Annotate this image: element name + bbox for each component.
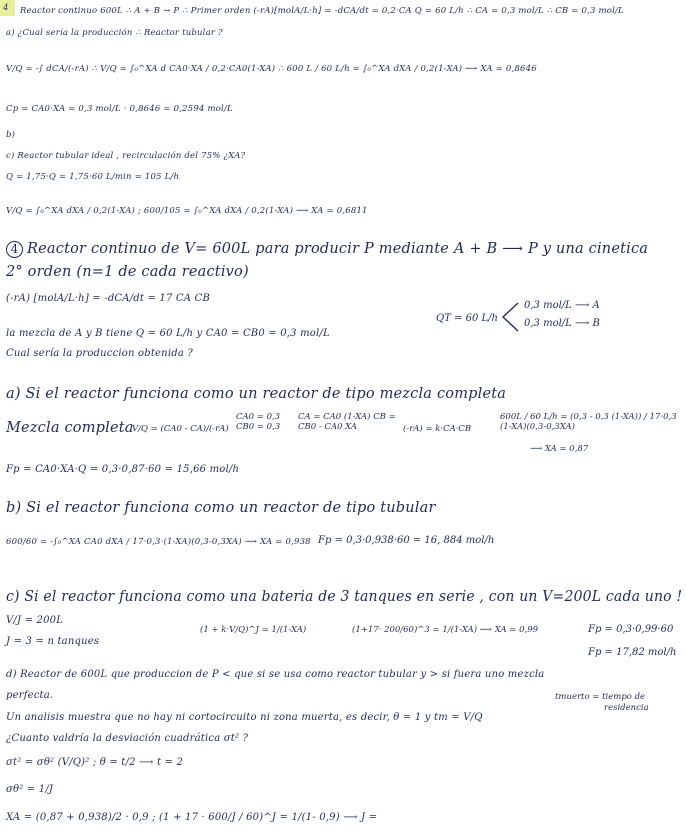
problem4-title-line1 <box>6 241 648 258</box>
qd-line4: ¿Cuanto valdría la desviación cuadrática σt² ? <box>6 733 249 744</box>
problem3-question-b: b) <box>6 130 16 140</box>
qt-label: QT = 60 L/h <box>436 313 498 324</box>
qd-eq2: σθ² = 1/J <box>6 784 54 795</box>
qc-eq1: (1 + k·V/Q)^J = 1/(1-XA) <box>200 625 307 635</box>
qd-note1: tmuerto = tiempo de <box>555 692 646 702</box>
problem3-header: Reactor continuo 600L ∴ A + B → P ∴ Primer orden (-rA)[molA/L·h] = -dCA/dt = 0,2·CA Q = 60 L/h ∴ CA = 0,3 mol/L ∴ CB = 0,3 mol/L <box>20 6 624 16</box>
qa-eq2: CA0 = 0,3 CB0 = 0,3 <box>236 412 281 432</box>
qc-line2: J = 3 = n tanques <box>6 636 100 647</box>
problem4-question-b: b) Si el reactor funciona como un reactor de tipo tubular <box>6 500 436 516</box>
qd-line2: perfecta. <box>6 690 54 701</box>
qd-eq1: σt² = σθ² (V/Q)² ; θ = t/2 ⟶ t = 2 <box>6 757 184 768</box>
problem3-cp: Cp = CA0·XA = 0,3 mol/L · 0,8646 = 0,2594 mol/L <box>6 104 233 114</box>
qa-eq3: CA = CA0 (1-XA) CB = CB0 - CA0 XA <box>298 412 396 432</box>
qd-line1: d) Reactor de 600L que produccion de P < que si se usa como reactor tubular y > si fuera uno mezcla <box>6 669 545 680</box>
problem4-title-line2: 2° orden (n=1 de cada reactivo) <box>6 264 249 280</box>
problem4-question-a: a) Si el reactor funciona como un reactor de tipo mezcla completa <box>6 386 507 402</box>
qa-eq4: (-rA) = k·CA·CB <box>403 424 472 434</box>
qa-eq5: 600L / 60 L/h = (0,3 - 0,3 (1-XA)) / 17·0,3 (1-XA)(0,3-0,3XA) <box>500 412 677 432</box>
problem4-question-c: c) Si el reactor funciona como una bateria de 3 tanques en serie , con un V=200L cada uno ! <box>6 589 683 605</box>
qa-eq1: V/Q = (CA0 - CA)/(-rA) <box>132 424 229 434</box>
split-bracket-icon <box>500 300 520 334</box>
feed-a: 0,3 mol/L ⟶ A <box>524 300 600 311</box>
qc-eq2: (1+17· 200/60)^3 = 1/(1-XA) ⟶ XA = 0,99 <box>352 625 539 635</box>
qd-eq3: XA = (0,87 + 0,938)/2 · 0,9 ; (1 + 17 · 600/J / 60)^J = 1/(1- 0,9) ⟶ J = <box>6 812 378 823</box>
qb-equation: 600/60 = -∫₀^XA CA0 dXA / 17·0,3·(1-XA)(0,3-0,3XA) ⟶ XA = 0,938 <box>6 537 311 547</box>
problem4-rate: (-rA) [molA/L·h] = -dCA/dt = 17 CA CB <box>6 293 210 304</box>
qc-fp1: Fp = 0,3·0,99·60 <box>588 624 674 635</box>
qb-fp: Fp = 0,3·0,938·60 = 16, 884 mol/h <box>318 535 495 546</box>
problem4-title-text: Reactor continuo de V= 600L para producir P mediante A + B ⟶ P y una cinetica <box>27 241 649 257</box>
problem3-equation-a: V/Q = -∫ dCA/(-rA) ∴ V/Q = ∫₀^XA d CA0·XA / 0,2·CA0(1-XA) ∴ 600 L / 60 L/h = ∫₀^XA dXA / 0,2(1-XA) ⟶ XA = 0,8646 <box>6 64 537 74</box>
qa-result: ⟶ XA = 0,87 <box>530 444 589 454</box>
qc-line1: V/J = 200L <box>6 615 64 626</box>
mezcla-label: Mezcla completa <box>6 420 134 436</box>
problem3-question-c: c) Reactor tubular ideal , recirculación del 75% ¿XA? <box>6 151 246 161</box>
qc-fp2: Fp = 17,82 mol/h <box>588 647 677 658</box>
problem3-c-eq1: Q = 1,75·Q = 1,75·60 L/min = 105 L/h <box>6 172 180 182</box>
feed-b: 0,3 mol/L ⟶ B <box>524 318 600 329</box>
problem3-c-eq2: V/Q = ∫₀^XA dXA / 0,2(1-XA) ; 600/105 = ∫₀^XA dXA / 0,2(1-XA) ⟶ XA = 0,6811 <box>6 206 368 216</box>
qd-note2: residencia <box>604 703 649 713</box>
problem4-number: 4 <box>6 241 23 258</box>
problem4-mix-line2: Cual sería la produccion obtenida ? <box>6 348 193 359</box>
problem4-mix-line1: la mezcla de A y B tiene Q = 60 L/h y CA0 = CB0 = 0,3 mol/L <box>6 328 330 339</box>
qa-fp: Fp = CA0·XA·Q = 0,3·0,87·60 = 15,66 mol/h <box>6 464 240 475</box>
qd-line3: Un analisis muestra que no hay ni cortocircuito ni zona muerta, es decir, θ = 1 y tm = V/Q <box>6 712 483 723</box>
problem3-question-a: a) ¿Cual sería la producción ∴ Reactor tubular ? <box>6 28 223 38</box>
problem3-number: 4 <box>3 3 9 13</box>
